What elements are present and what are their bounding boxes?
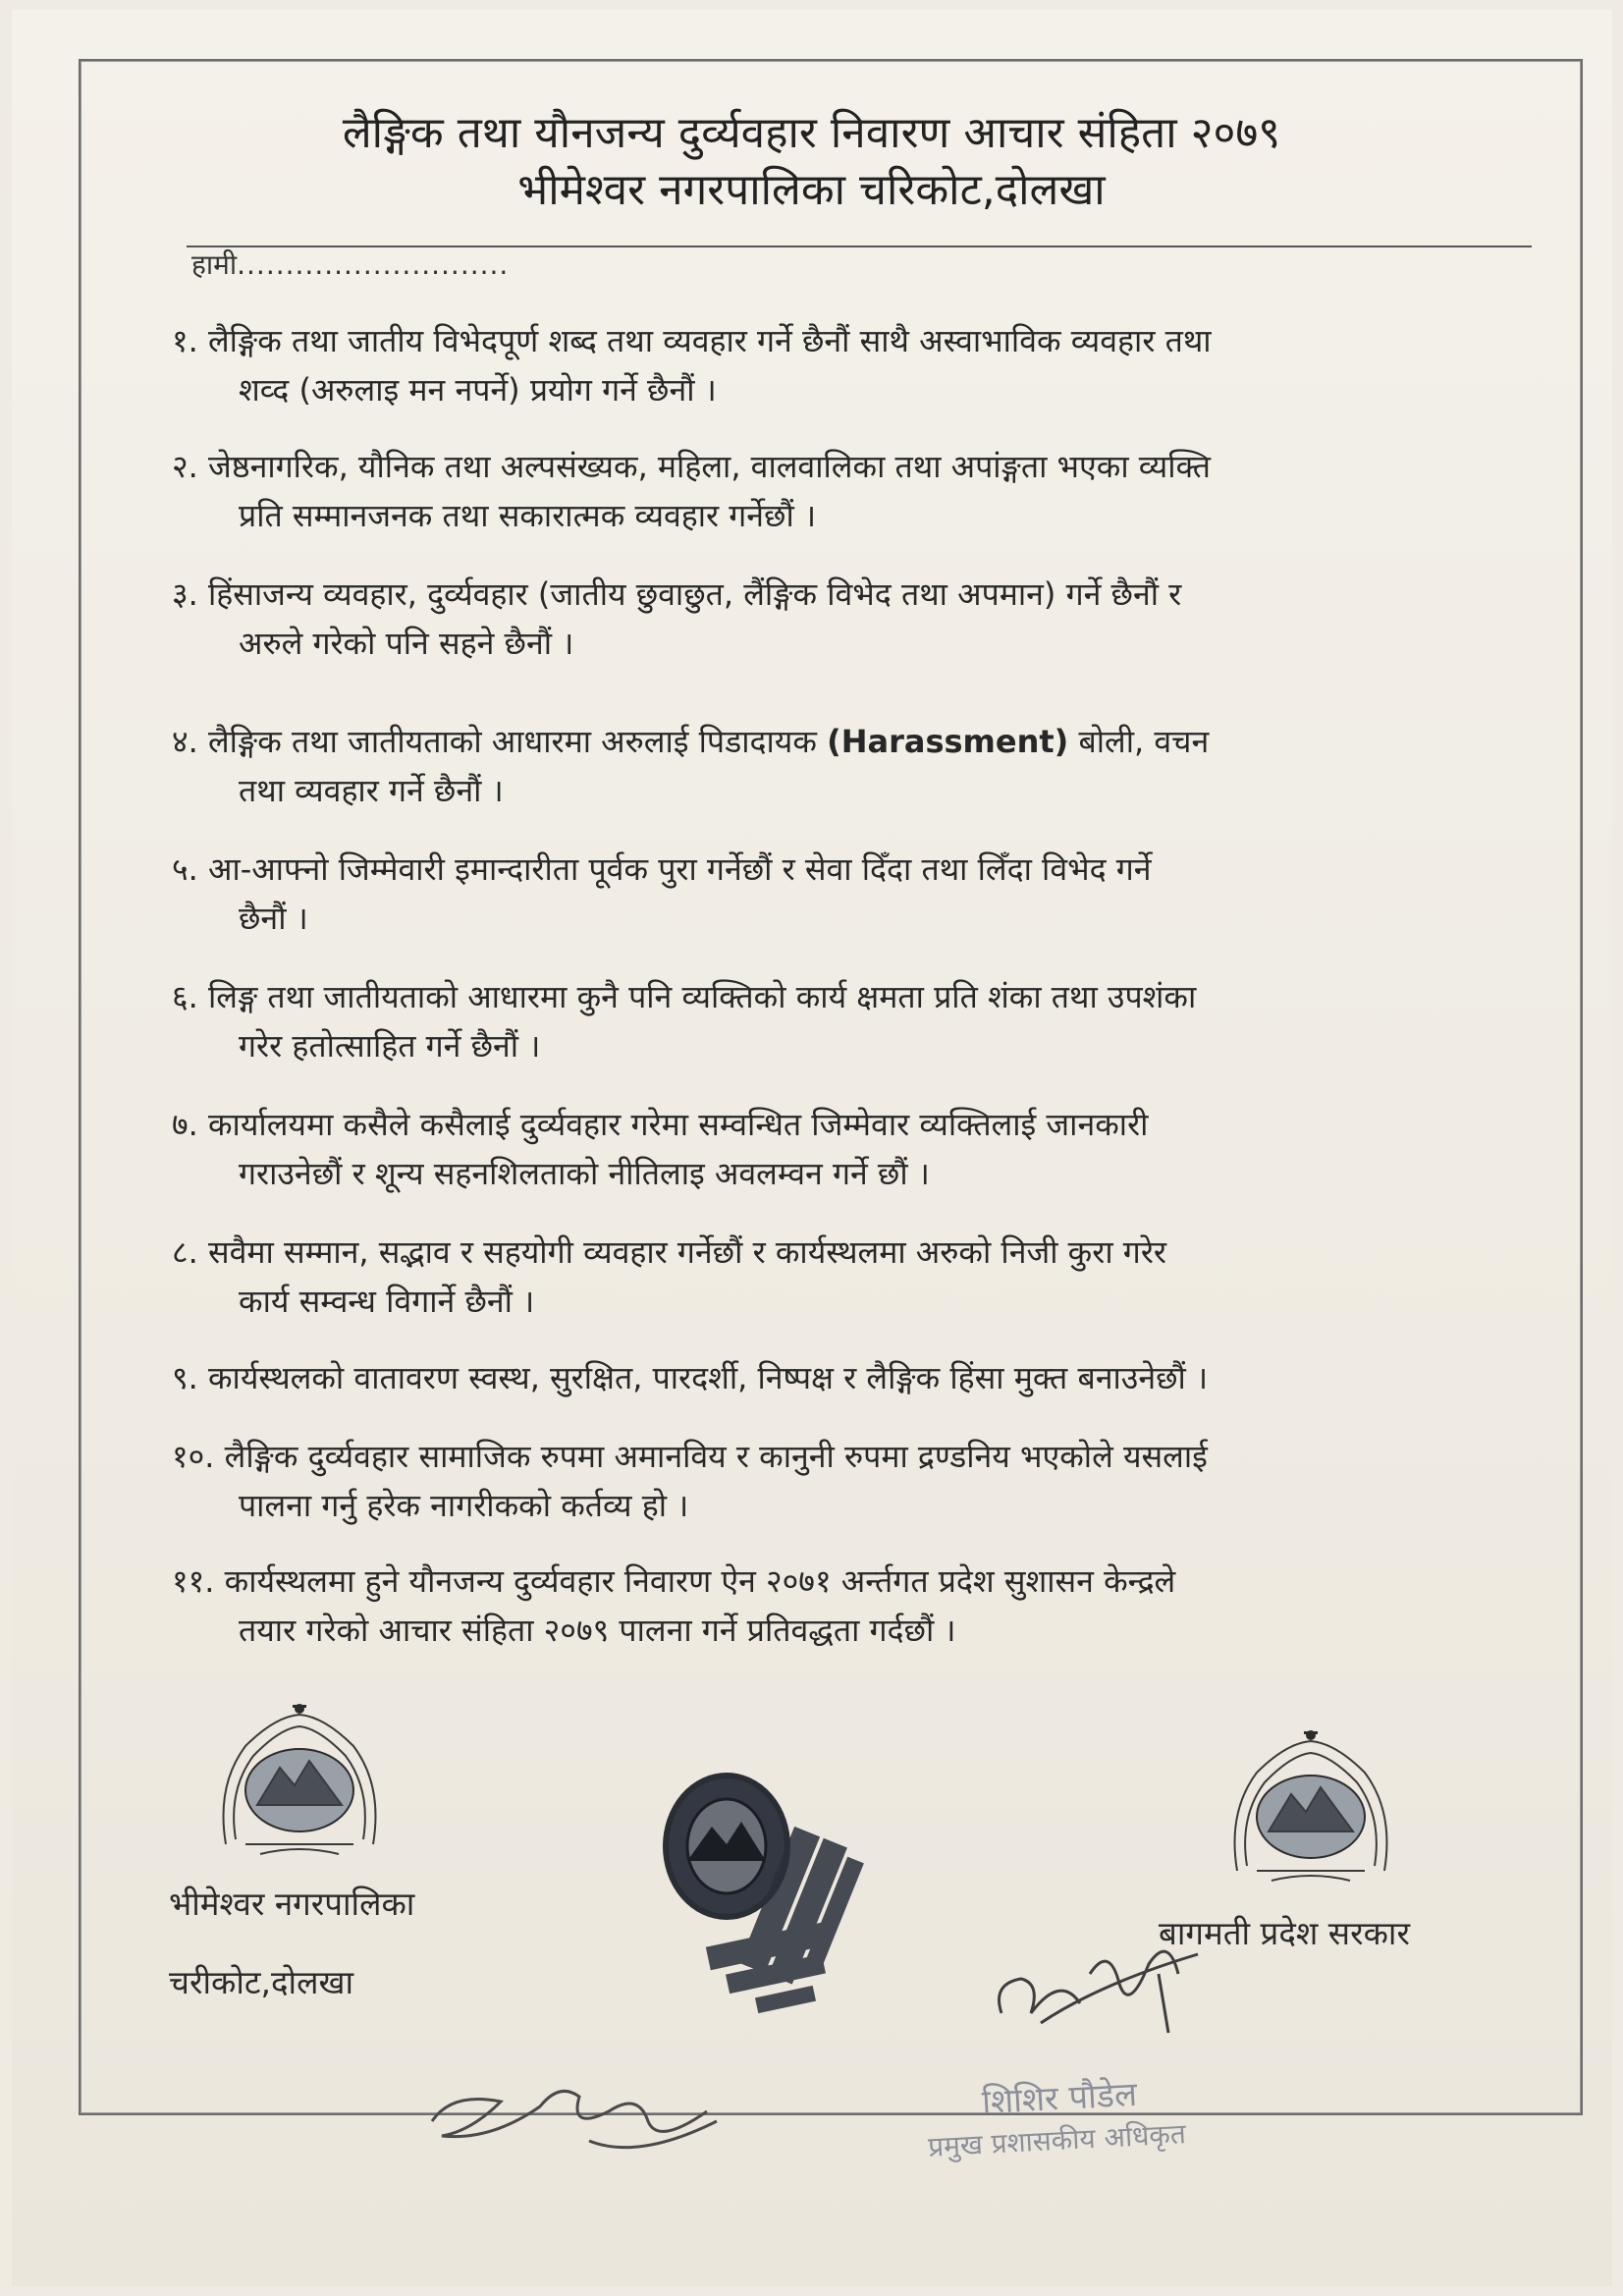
- municipality-stamp-icon: [648, 1768, 913, 2033]
- pledge-item-6: [172, 972, 1488, 1070]
- pledge-text-cont: अरुले गरेको पनि सहने छैनौं ।: [239, 625, 574, 662]
- pledge-number: ३.: [172, 575, 198, 613]
- harassment-term: (Harassment): [827, 723, 1069, 760]
- pledge-text: लिङ्ग तथा जातीयताको आधारमा कुनै पनि व्यक्तिको कार्य क्षमता प्रति शंका तथा उपशंका: [207, 978, 1197, 1015]
- pledge-text-cont: तथा व्यवहार गर्ने छैनौं ।: [239, 772, 504, 809]
- pledge-text-cont: पालना गर्नु हरेक नागरीकको कर्तव्य हो ।: [239, 1487, 689, 1524]
- pledge-text-cont: गरेर हतोत्साहित गर्ने छैनौं ।: [239, 1027, 541, 1065]
- hami-dots: ............................: [237, 248, 510, 281]
- pledge-text: कार्यस्थलको वातावरण स्वस्थ, सुरक्षित, पारदर्शी, निष्पक्ष र लैङ्गिक हिंसा मुक्त बनाउनेछौं ।: [207, 1359, 1209, 1396]
- officer-stamp-name: शिशिर पौडेल: [981, 2074, 1138, 2123]
- officer-stamp-title: प्रमुख प्रशासकीय अधिकृत: [927, 2117, 1187, 2163]
- pledge-item-9: [172, 1353, 1488, 1402]
- nepal-emblem-icon: [1217, 1723, 1404, 1890]
- left-signature-icon: [412, 2052, 746, 2170]
- pledge-item-10: [172, 1432, 1488, 1530]
- pledge-number: ५.: [172, 850, 198, 888]
- pledge-item-1: [172, 316, 1488, 414]
- left-signatory-location: चरीकोट,दोलखा: [169, 1963, 353, 2001]
- hami-line: [191, 246, 509, 283]
- pledge-number: ६.: [172, 978, 198, 1015]
- pledge-text: हिंसाजन्य व्यवहार, दुर्व्यवहार (जातीय छुवाछुत, लैंङ्गिक विभेद तथा अपमान) गर्ने छैनौं र: [207, 575, 1182, 613]
- pledge-item-5: [172, 845, 1488, 943]
- pledge-text: कार्यालयमा कसैले कसैलाई दुर्व्यवहार गरेमा सम्वन्धित जिम्मेवार व्यक्तिलाई जानकारी: [207, 1106, 1149, 1143]
- pledge-number: १.: [172, 322, 198, 359]
- pledge-number: ४.: [172, 723, 198, 760]
- pledge-text-cont: तयार गरेको आचार संहिता २०७९ पालना गर्ने प्रतिवद्धता गर्दछौं ।: [239, 1612, 956, 1649]
- pledge-text: आ-आफ्नो जिम्मेवारी इमान्दारीता पूर्वक पुरा गर्नेछौं र सेवा दिँदा तथा लिँदा विभेद गर्ने: [207, 850, 1152, 888]
- pledge-text: लैङ्गिक तथा जातीय विभेदपूर्ण शब्द तथा व्यवहार गर्ने छैनौं साथै अस्वाभाविक व्यवहार तथा: [207, 322, 1212, 359]
- pledge-number: ८.: [172, 1233, 198, 1271]
- pledge-item-3: [172, 570, 1488, 668]
- pledge-text-end: बोली, वचन: [1068, 723, 1210, 760]
- right-signatory-name: बागमती प्रदेश सरकार: [1159, 1914, 1410, 1952]
- pledge-number: २.: [172, 448, 198, 485]
- left-signatory-name: भीमेश्वर नगरपालिका: [169, 1885, 415, 1923]
- pledge-text: सवैमा सम्मान, सद्भाव र सहयोगी व्यवहार गर्नेछौं र कार्यस्थलमा अरुको निजी कुरा गरेर: [207, 1233, 1166, 1271]
- document-subtitle: भीमेश्वर नगरपालिका चरिकोट,दोलखा: [517, 165, 1106, 215]
- pledge-number: ९.: [172, 1359, 198, 1396]
- pledge-item-8: [172, 1228, 1488, 1326]
- pledge-text-cont: प्रति सम्मानजनक तथा सकारात्मक व्यवहार गर्नेछौं ।: [239, 497, 817, 534]
- pledge-text-cont: गराउनेछौं र शून्य सहनशिलताको नीतिलाइ अवलम्वन गर्ने छौं ।: [239, 1155, 930, 1192]
- pledge-text-cont: कार्य सम्वन्ध विगार्ने छैनौं ।: [239, 1283, 535, 1320]
- pledge-text-cont: छैनौं ।: [239, 900, 308, 937]
- pledge-item-2: [172, 442, 1488, 540]
- pledge-item-4: [172, 717, 1488, 815]
- pledge-text-cont: शव्द (अरुलाइ मन नपर्ने) प्रयोग गर्ने छैनौं ।: [239, 371, 717, 409]
- pledge-number: १०.: [172, 1438, 215, 1475]
- nepal-emblem-icon: [206, 1697, 393, 1864]
- pledge-number: ७.: [172, 1106, 198, 1143]
- pledge-text: कार्यस्थलमा हुने यौनजन्य दुर्व्यवहार निवारण ऐन २०७१ अर्न्तगत प्रदेश सुशासन केन्द्रले: [224, 1562, 1176, 1600]
- pledge-item-7: [172, 1100, 1488, 1198]
- pledge-text: लैङ्गिक दुर्व्यवहार सामाजिक रुपमा अमानविय र कानुनी रुपमा द्रण्डनिय भएकोले यसलाई: [224, 1438, 1208, 1475]
- right-signature-icon: [982, 1915, 1208, 2062]
- pledge-item-11: [172, 1557, 1488, 1655]
- pledge-text: जेष्ठनागरिक, यौनिक तथा अल्पसंख्यक, महिला, वालवालिका तथा अपांङ्गता भएका व्यक्ति: [207, 448, 1211, 485]
- pledge-text: लैङ्गिक तथा जातीयताको आधारमा अरुलाई पिडादायक: [207, 723, 828, 760]
- document-title: लैङ्गिक तथा यौनजन्य दुर्व्यवहार निवारण आचार संहिता २०७९: [342, 108, 1281, 158]
- pledge-number: ११.: [172, 1562, 215, 1600]
- hami-label: हामी: [191, 248, 238, 281]
